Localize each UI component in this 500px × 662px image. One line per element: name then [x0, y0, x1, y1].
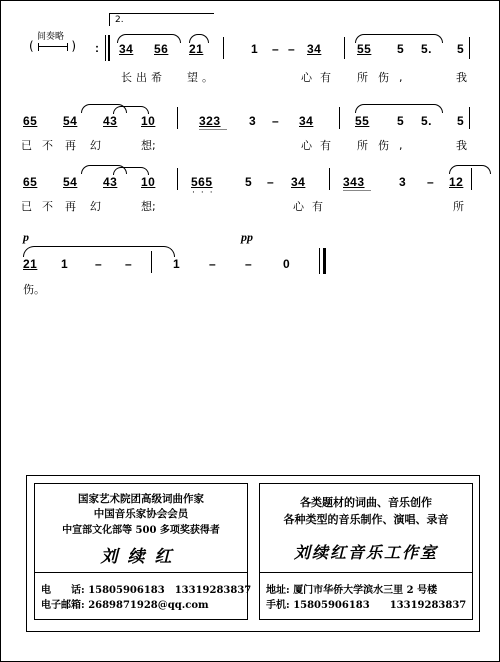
- barline: [339, 107, 340, 129]
- barline: [469, 107, 470, 129]
- note: 5.: [421, 42, 433, 56]
- note: 5: [397, 42, 405, 56]
- slur: [355, 34, 443, 43]
- dash: –: [245, 257, 253, 271]
- note: 5: [457, 114, 465, 128]
- volta-bracket: [109, 13, 214, 26]
- volta-number: 2.: [115, 15, 124, 25]
- note-group: 343: [343, 175, 365, 189]
- lyric: 再幻: [65, 200, 115, 213]
- business-card-left: [34, 483, 252, 620]
- phone-row: [41, 581, 251, 596]
- dynamic-marking: p: [23, 230, 29, 244]
- note-group: 21: [189, 42, 204, 56]
- note-group: 56: [154, 42, 169, 56]
- lyric: 望。: [187, 71, 217, 84]
- repeat-barline-thin: [105, 35, 106, 61]
- barline: [151, 251, 152, 273]
- lyric: 想;: [141, 139, 156, 152]
- barline: [469, 37, 470, 59]
- lyric: 所: [453, 200, 464, 213]
- note-group: 21: [23, 257, 38, 271]
- dash: –: [95, 257, 103, 271]
- slur: [449, 165, 491, 174]
- lyric: 长出希: [121, 71, 166, 84]
- note-group: 54: [63, 175, 78, 189]
- slur: [117, 34, 181, 43]
- final-barline-thick: [323, 248, 326, 274]
- lyric: 心有: [301, 71, 339, 84]
- note-group: 43: [103, 114, 118, 128]
- dash: –: [272, 114, 280, 128]
- lyric: 已不: [21, 200, 63, 213]
- dash: –: [427, 175, 435, 189]
- note-group: 65: [23, 114, 38, 128]
- note: 5.: [421, 114, 433, 128]
- repeat-barline-thick: [108, 35, 110, 61]
- note-group: 10: [141, 114, 156, 128]
- interlude-bracket: ( ): [29, 39, 76, 53]
- address-label: 地址:: [266, 585, 290, 596]
- lyric: 我: [456, 71, 467, 84]
- repeat-dots: :: [95, 41, 100, 55]
- address-row: [266, 581, 437, 596]
- interlude-label: 间奏略: [37, 32, 65, 42]
- email-label: 电子邮箱:: [41, 600, 85, 611]
- note-group: 323: [199, 114, 221, 128]
- card-divider: [260, 572, 472, 573]
- slur: [355, 104, 443, 113]
- card-title: 中宣部文化部等 500 多项奖获得者: [62, 525, 220, 536]
- card-divider: [35, 572, 247, 573]
- mobile-row: [266, 596, 466, 611]
- dash: –: [272, 42, 280, 56]
- note-group: 34: [307, 42, 322, 56]
- email-value: 2689871928@qq.com: [88, 600, 209, 611]
- rest: 0: [283, 257, 291, 271]
- lyric: 心有: [293, 200, 331, 213]
- underline: [343, 190, 371, 191]
- note-group: 10: [141, 175, 156, 189]
- barline: [177, 168, 178, 190]
- lyric: 所伤,: [357, 71, 413, 84]
- email-row: [41, 596, 209, 611]
- note-group: 34: [291, 175, 306, 189]
- lyric: 我: [456, 139, 467, 152]
- lyric: 心有: [301, 139, 339, 152]
- note: 3: [399, 175, 407, 189]
- slur: [113, 106, 149, 114]
- note: 1: [251, 42, 259, 56]
- lyric: 想;: [141, 200, 156, 213]
- note: 1: [61, 257, 69, 271]
- dash: –: [209, 257, 217, 271]
- address-value: 厦门市华侨大学滨水三里 2 号楼: [293, 585, 438, 596]
- card-title: 国家艺术院团高级词曲作家: [78, 493, 204, 505]
- business-card-right: [259, 483, 473, 620]
- card-title: 中国音乐家协会会员: [93, 508, 189, 520]
- note-group: 54: [63, 114, 78, 128]
- slur: [113, 167, 149, 175]
- note: 1: [173, 257, 181, 271]
- note-group: 34: [119, 42, 134, 56]
- mobile-value: 15805906183 13319283837: [293, 600, 467, 611]
- note: 5: [245, 175, 253, 189]
- card-title: 各类题材的词曲、音乐创作: [300, 496, 432, 509]
- lower-octave-dots: ···: [192, 188, 219, 198]
- note: 5: [397, 114, 405, 128]
- signature: 刘续红: [100, 547, 182, 567]
- final-barline-thin: [319, 248, 320, 274]
- dash: –: [125, 257, 133, 271]
- lyric: 再幻: [65, 139, 115, 152]
- barline: [344, 37, 345, 59]
- barline: [329, 168, 330, 190]
- slur: [189, 34, 209, 43]
- barline: [223, 37, 224, 59]
- lyric: 已不: [21, 139, 63, 152]
- signature: 刘续红音乐工作室: [293, 543, 438, 562]
- note-group: 12: [449, 175, 464, 189]
- dynamic-marking: pp: [241, 230, 253, 244]
- note-group: 55: [355, 114, 370, 128]
- dash: –: [288, 42, 296, 56]
- phone-value: 15805906183 13319283837: [88, 585, 252, 596]
- card-title: 各种类型的音乐制作、演唱、录音: [283, 513, 449, 526]
- note: 3: [249, 114, 257, 128]
- lyric: 伤。: [23, 283, 45, 296]
- dash: –: [267, 175, 275, 189]
- note-group: 43: [103, 175, 118, 189]
- note-group: 565: [191, 175, 213, 189]
- note-group: 55: [357, 42, 372, 56]
- slur: [23, 246, 175, 257]
- barline: [177, 107, 178, 129]
- mobile-label: 手机:: [266, 600, 290, 611]
- note-group: 34: [299, 114, 314, 128]
- note: 5: [457, 42, 465, 56]
- note-group: 65: [23, 175, 38, 189]
- phone-label: 电 话:: [41, 585, 85, 596]
- lyric: 所伤,: [357, 139, 413, 152]
- underline: [199, 129, 227, 130]
